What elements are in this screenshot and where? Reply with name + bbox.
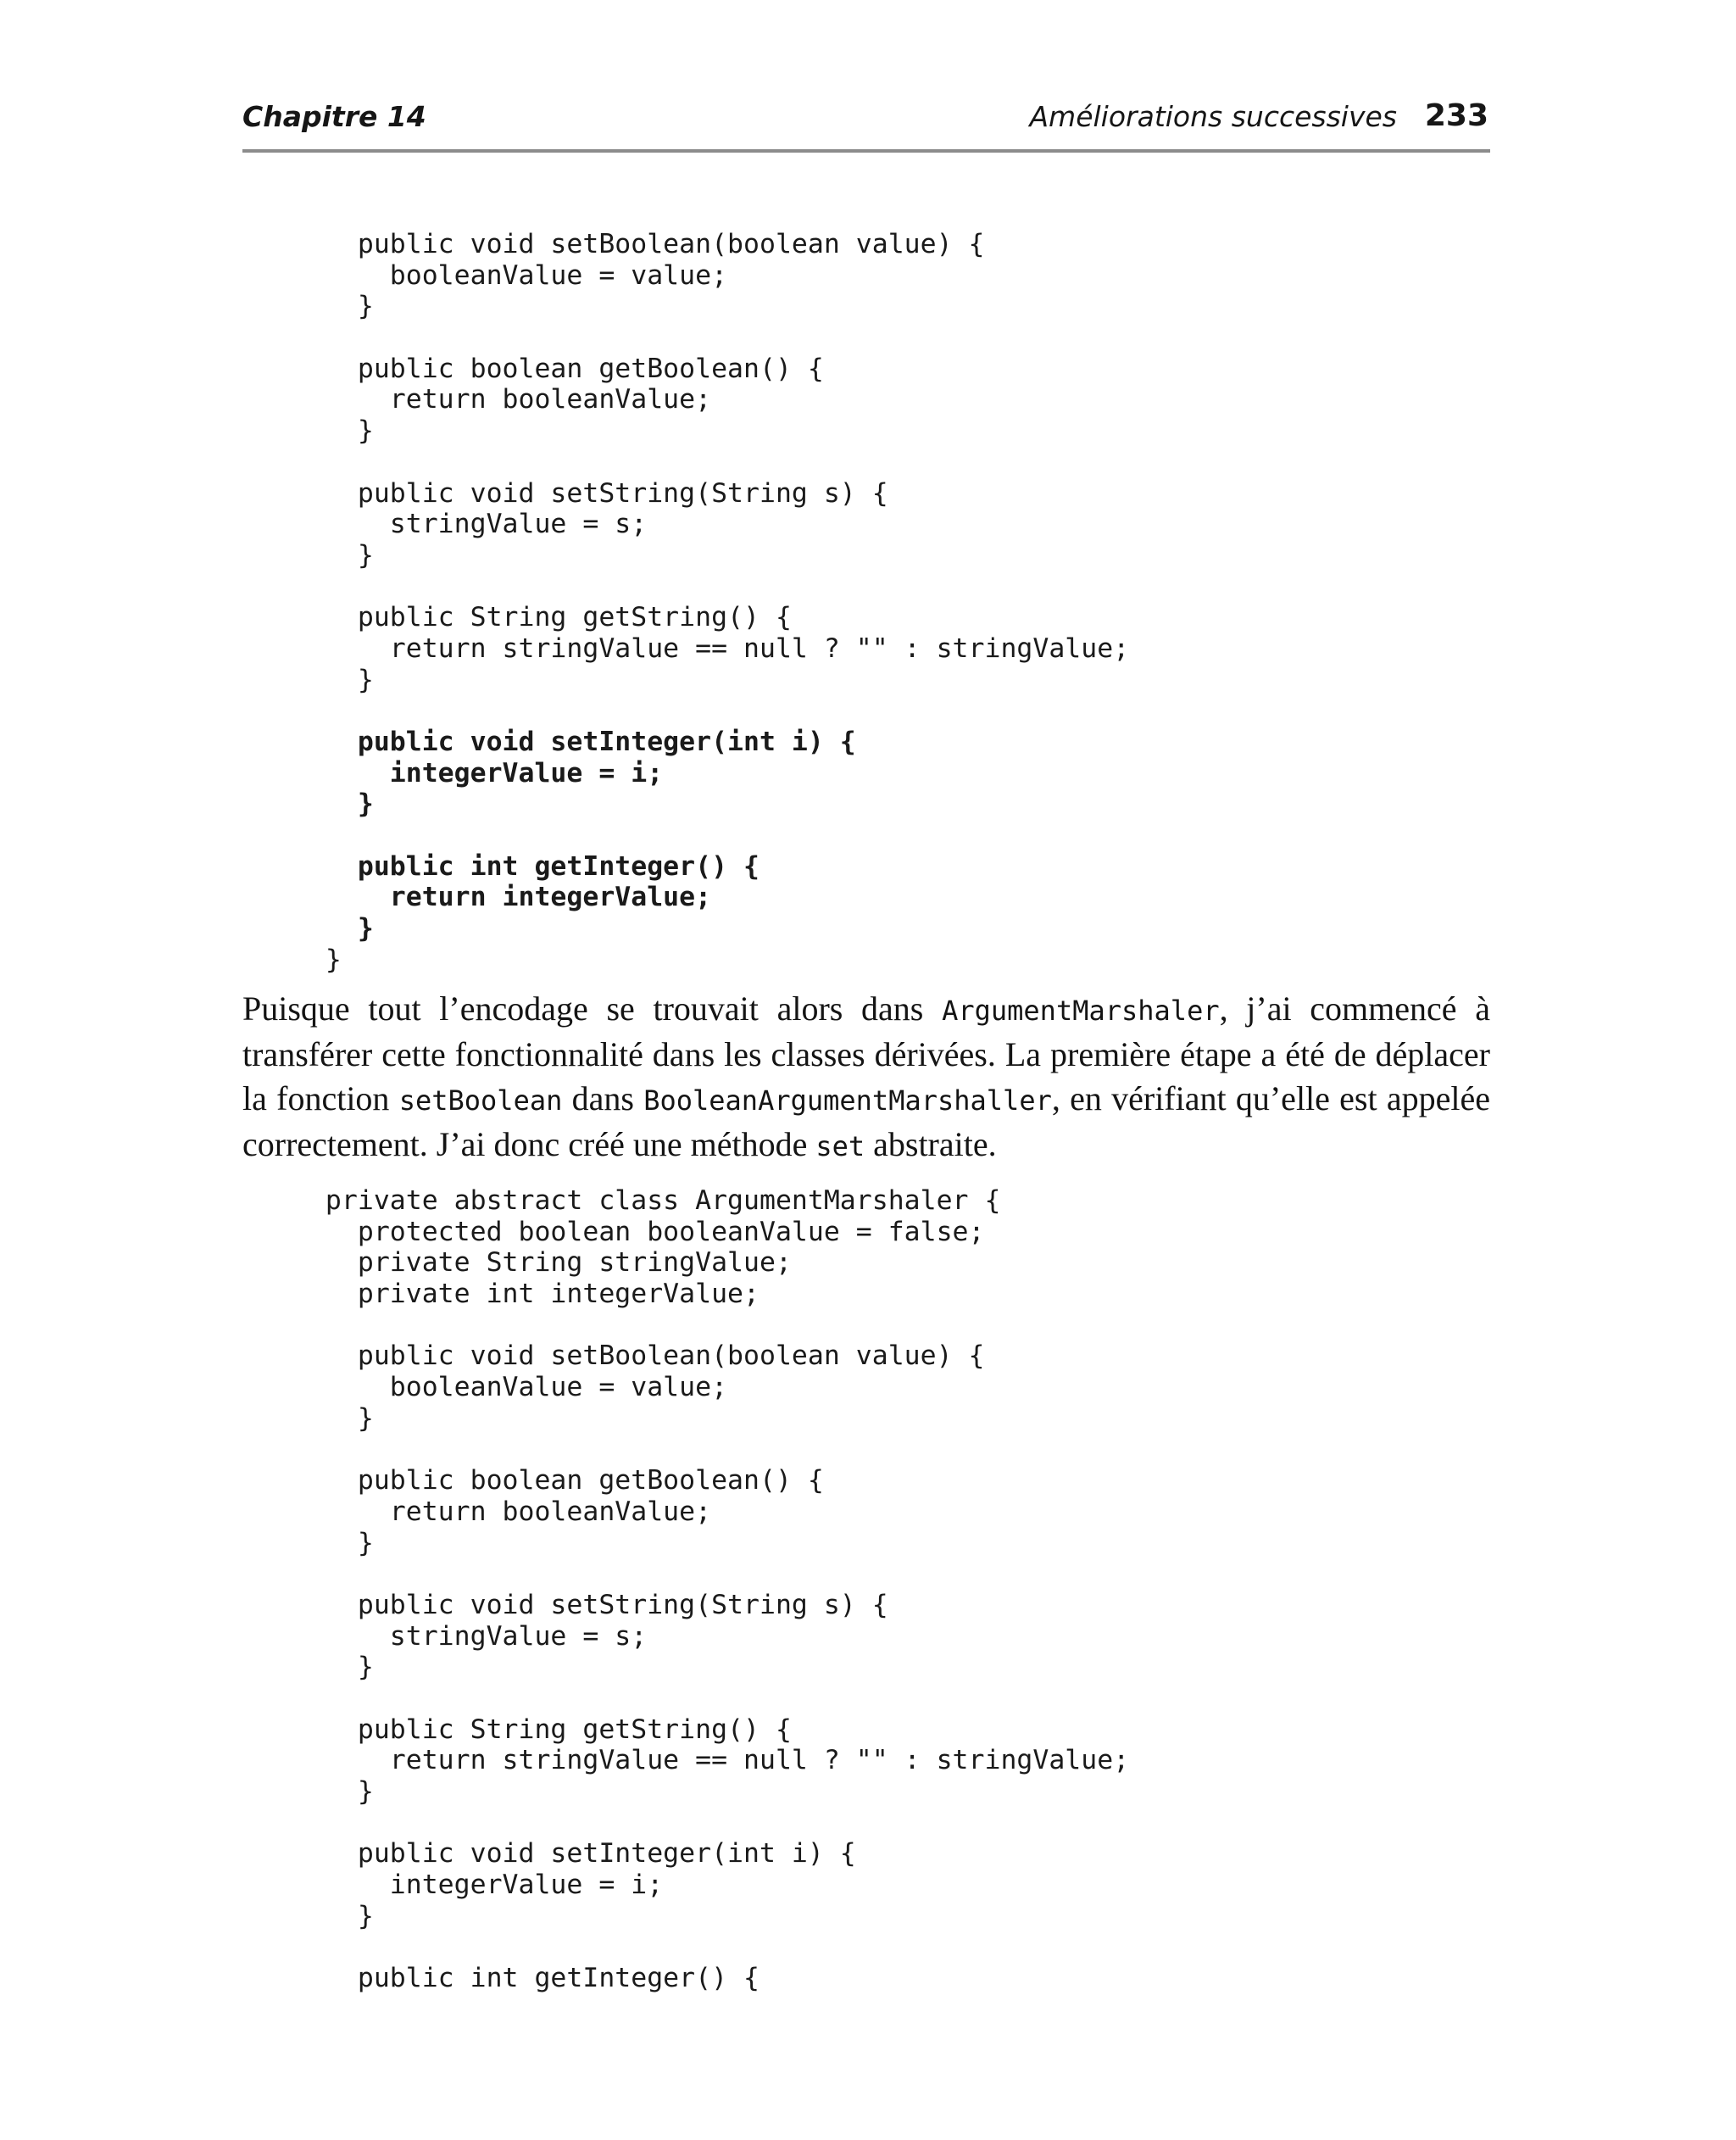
code-line: integerValue = i; <box>293 757 664 789</box>
code-line: public void setString(String s) { <box>293 477 888 509</box>
inline-code: BooleanArgumentMarshaller <box>643 1084 1052 1117</box>
code-line: return booleanValue; <box>293 384 712 415</box>
code-line: } <box>293 913 374 945</box>
code-line: public String getString() { <box>293 602 792 633</box>
code-line: public int getInteger() { <box>293 850 760 882</box>
code-line: } <box>293 1900 374 1931</box>
page-header <box>242 100 1490 139</box>
code-line: public boolean getBoolean() { <box>293 1465 824 1496</box>
code-line: } <box>293 539 374 571</box>
code-line: public void setBoolean(boolean value) { <box>293 1340 985 1372</box>
code-line: } <box>293 1776 374 1808</box>
code-line: private int integerValue; <box>293 1279 760 1310</box>
header-rule <box>242 149 1490 153</box>
code-line: public int getInteger() { <box>293 1963 760 1994</box>
code-line <box>293 1683 1129 1714</box>
code-line: return stringValue == null ? "" : stringValue; <box>293 1745 1130 1776</box>
code-line <box>293 820 1129 851</box>
code-line: protected boolean booleanValue = false; <box>293 1216 985 1247</box>
code-line: } <box>293 1527 374 1558</box>
code-line: private String stringValue; <box>293 1247 792 1279</box>
code-line <box>293 322 1129 354</box>
code-line: } <box>293 944 342 975</box>
code-line: } <box>293 664 374 695</box>
paragraph-text: dans <box>562 1079 644 1117</box>
code-line: public void setInteger(int i) { <box>293 727 856 757</box>
code-line: } <box>293 291 374 322</box>
code-block-lower <box>293 1185 1129 1994</box>
code-line <box>293 1558 1129 1590</box>
code-line: integerValue = i; <box>293 1870 664 1901</box>
code-line <box>293 1808 1129 1839</box>
code-line: booleanValue = value; <box>293 1372 728 1403</box>
code-line <box>293 447 1129 478</box>
paragraph-text: , en vérifiant qu’elle est appelée correctement. J’ai donc créé une méthode <box>242 1079 1491 1163</box>
chapter-label: Chapitre 14 <box>242 100 426 133</box>
code-line: public String getString() { <box>293 1714 792 1745</box>
code-line: public void setInteger(int i) { <box>293 1838 856 1870</box>
code-block-upper <box>293 229 1129 976</box>
inline-code: ArgumentMarshaler <box>942 995 1220 1027</box>
code-line: return stringValue == null ? "" : stringValue; <box>293 633 1130 664</box>
code-line: return booleanValue; <box>293 1496 712 1527</box>
code-line: stringValue = s; <box>293 509 648 540</box>
paragraph-text: abstraite. <box>865 1125 997 1163</box>
code-line <box>293 1435 1129 1466</box>
code-line: stringValue = s; <box>293 1620 648 1652</box>
paragraph-text: , j’ai commencé à transférer cette fonctionnalité dans les classes dérivées. La première étape a été de déplacer la fonction <box>242 989 1490 1117</box>
code-line: booleanValue = value; <box>293 259 728 291</box>
code-line: private abstract class ArgumentMarshaler { <box>293 1185 1001 1216</box>
page-number: 233 <box>1424 98 1488 133</box>
code-line: } <box>293 1402 374 1434</box>
code-line <box>293 695 1129 727</box>
code-line: } <box>293 415 374 447</box>
code-line: public boolean getBoolean() { <box>293 353 824 384</box>
inline-code: setBoolean <box>398 1084 563 1117</box>
code-line: } <box>293 1652 374 1683</box>
code-line <box>293 1932 1129 1964</box>
code-line <box>293 571 1129 603</box>
section-title: Améliorations successives <box>1029 100 1397 133</box>
paragraph-text: Puisque tout l’encodage se trouvait alors dans <box>242 989 943 1028</box>
code-line: public void setBoolean(boolean value) { <box>293 229 985 259</box>
code-line <box>293 1310 1129 1341</box>
code-line: return integerValue; <box>293 882 712 913</box>
code-line: public void setString(String s) { <box>293 1589 888 1620</box>
code-line: } <box>293 789 374 820</box>
inline-code: set <box>815 1130 865 1162</box>
body-paragraph <box>242 987 1490 1168</box>
